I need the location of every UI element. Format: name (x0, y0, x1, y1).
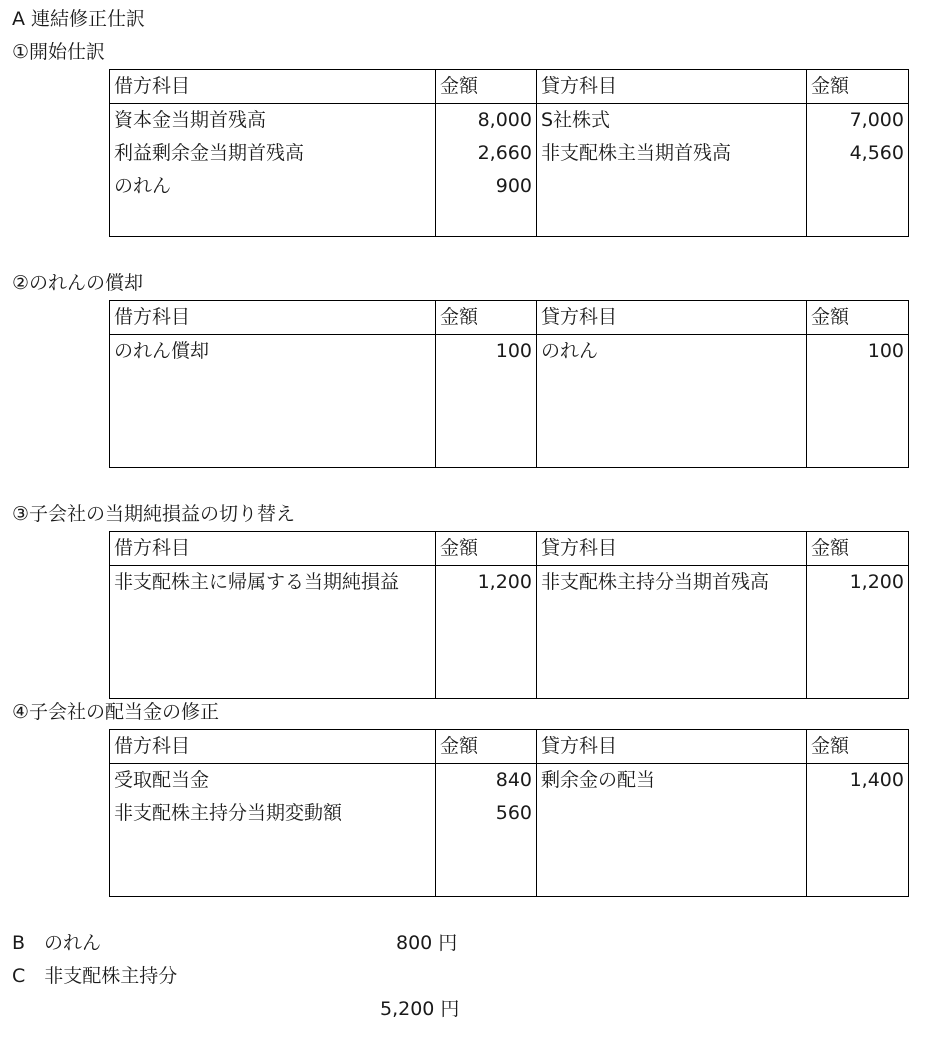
header-credit-amount: 金額 (807, 70, 909, 104)
debit-amount-cell: 8,000 (436, 104, 537, 138)
debit-account-cell (110, 434, 436, 468)
debit-amount-cell (436, 368, 537, 401)
credit-account-cell (537, 797, 807, 830)
debit-amount-cell (436, 599, 537, 632)
debit-amount-cell: 900 (436, 170, 537, 203)
table-row (110, 401, 909, 434)
credit-amount-cell (807, 797, 909, 830)
debit-account-cell: 利益剰余金当期首残高 (110, 137, 436, 170)
credit-account-cell (537, 830, 807, 863)
table-row (110, 434, 909, 468)
header-credit-account: 貸方科目 (537, 70, 807, 104)
journal-table-4 (109, 729, 909, 897)
debit-amount-cell: 560 (436, 797, 537, 830)
table-row (110, 104, 909, 138)
debit-amount-cell (436, 632, 537, 665)
table-header-row (110, 70, 909, 104)
debit-account-cell: 非支配株主持分当期変動額 (110, 797, 436, 830)
table-header-row (110, 532, 909, 566)
header-debit-amount: 金額 (436, 730, 537, 764)
debit-amount-cell (436, 401, 537, 434)
debit-account-cell: 資本金当期首残高 (110, 104, 436, 138)
header-debit-account: 借方科目 (110, 532, 436, 566)
debit-account-cell: 非支配株主に帰属する当期純損益 (110, 566, 436, 600)
debit-amount-cell: 1,200 (436, 566, 537, 600)
table-row (110, 368, 909, 401)
entry-1-title: ①開始仕訳 (12, 41, 106, 63)
section-a-title: A 連結修正仕訳 (12, 8, 146, 30)
credit-amount-cell (807, 434, 909, 468)
table-row (110, 203, 909, 237)
credit-amount-cell: 7,000 (807, 104, 909, 138)
credit-amount-cell (807, 665, 909, 699)
entry-3-title: ③子会社の当期純損益の切り替え (12, 503, 296, 525)
credit-account-cell (537, 599, 807, 632)
credit-amount-cell: 1,400 (807, 764, 909, 798)
table-row (110, 632, 909, 665)
header-debit-account: 借方科目 (110, 301, 436, 335)
debit-amount-cell (436, 203, 537, 237)
debit-account-cell (110, 203, 436, 237)
journal-table-1 (109, 69, 909, 237)
credit-amount-cell (807, 203, 909, 237)
answer-b-label: B のれん (12, 932, 102, 954)
journal-table-2 (109, 300, 909, 468)
credit-account-cell (537, 368, 807, 401)
credit-account-cell: 剰余金の配当 (537, 764, 807, 798)
debit-account-cell (110, 665, 436, 699)
credit-account-cell: S社株式 (537, 104, 807, 138)
debit-account-cell (110, 401, 436, 434)
debit-amount-cell: 100 (436, 335, 537, 369)
answer-b-value: 800 円 (396, 932, 458, 954)
table-row (110, 599, 909, 632)
credit-amount-cell: 4,560 (807, 137, 909, 170)
credit-account-cell (537, 170, 807, 203)
table-header-row (110, 730, 909, 764)
credit-amount-cell (807, 170, 909, 203)
credit-amount-cell (807, 830, 909, 863)
table-row (110, 566, 909, 600)
table-row (110, 830, 909, 863)
table-row (110, 137, 909, 170)
header-debit-account: 借方科目 (110, 730, 436, 764)
header-credit-amount: 金額 (807, 532, 909, 566)
credit-account-cell: 非支配株主持分当期首残高 (537, 566, 807, 600)
debit-account-cell (110, 830, 436, 863)
credit-account-cell (537, 401, 807, 434)
credit-account-cell: のれん (537, 335, 807, 369)
credit-amount-cell: 1,200 (807, 566, 909, 600)
header-credit-account: 貸方科目 (537, 730, 807, 764)
credit-account-cell (537, 434, 807, 468)
header-debit-amount: 金額 (436, 301, 537, 335)
credit-account-cell (537, 632, 807, 665)
credit-account-cell: 非支配株主当期首残高 (537, 137, 807, 170)
debit-account-cell: のれん償却 (110, 335, 436, 369)
table-header-row (110, 301, 909, 335)
answer-c-value: 5,200 円 (380, 998, 460, 1020)
entry-2-title: ②のれんの償却 (12, 272, 144, 294)
journal-table-3 (109, 531, 909, 699)
credit-amount-cell (807, 599, 909, 632)
credit-amount-cell (807, 401, 909, 434)
table-row (110, 863, 909, 897)
debit-account-cell: のれん (110, 170, 436, 203)
debit-account-cell (110, 863, 436, 897)
entry-4-title: ④子会社の配当金の修正 (12, 701, 220, 723)
header-credit-amount: 金額 (807, 301, 909, 335)
debit-amount-cell (436, 830, 537, 863)
credit-amount-cell: 100 (807, 335, 909, 369)
debit-amount-cell (436, 434, 537, 468)
credit-amount-cell (807, 368, 909, 401)
credit-amount-cell (807, 863, 909, 897)
debit-account-cell (110, 632, 436, 665)
answer-c-label: C 非支配株主持分 (12, 965, 178, 987)
credit-account-cell (537, 665, 807, 699)
debit-account-cell: 受取配当金 (110, 764, 436, 798)
debit-amount-cell (436, 665, 537, 699)
table-row (110, 335, 909, 369)
header-debit-amount: 金額 (436, 70, 537, 104)
table-row (110, 764, 909, 798)
debit-amount-cell: 2,660 (436, 137, 537, 170)
header-credit-amount: 金額 (807, 730, 909, 764)
credit-account-cell (537, 863, 807, 897)
table-row (110, 797, 909, 830)
debit-amount-cell: 840 (436, 764, 537, 798)
credit-account-cell (537, 203, 807, 237)
credit-amount-cell (807, 632, 909, 665)
header-debit-amount: 金額 (436, 532, 537, 566)
debit-account-cell (110, 368, 436, 401)
debit-amount-cell (436, 863, 537, 897)
table-row (110, 170, 909, 203)
header-debit-account: 借方科目 (110, 70, 436, 104)
header-credit-account: 貸方科目 (537, 301, 807, 335)
table-row (110, 665, 909, 699)
debit-account-cell (110, 599, 436, 632)
header-credit-account: 貸方科目 (537, 532, 807, 566)
